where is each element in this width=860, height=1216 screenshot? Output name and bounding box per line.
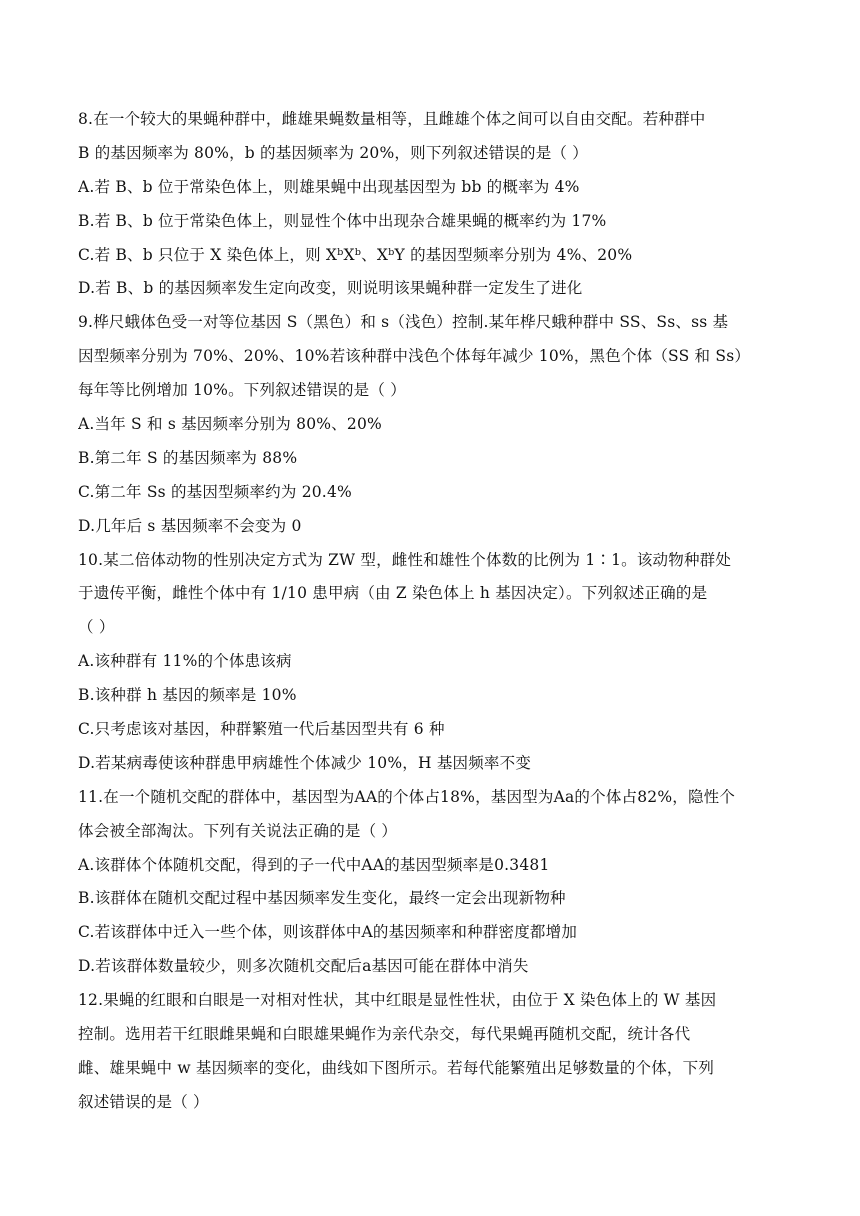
question-stem-line: 因型频率分别为 70%、20%、10%若该种群中浅色个体每年减少 10%，黑色个体（SS 和 Ss）	[78, 347, 751, 366]
question-stem-line: B 的基因频率为 80%，b 的基因频率为 20%，则下列叙述错误的是（ ）	[78, 143, 588, 162]
question-block	[78, 103, 783, 306]
answer-option: B.该种群 h 基因的频率是 10%	[78, 686, 297, 705]
answer-option: C.第二年 Ss 的基因型频率约为 20.4%	[78, 482, 352, 501]
question-stem-line: 雌、雄果蝇中 w 基因频率的变化，曲线如下图所示。若每代能繁殖出足够数量的个体，下列	[78, 1058, 715, 1077]
answer-option: B.第二年 S 的基因频率为 88%	[78, 448, 298, 467]
answer-option: C.只考虑该对基因，种群繁殖一代后基因型共有 6 种	[78, 720, 445, 739]
question-stem-line: 叙述错误的是（ ）	[78, 1092, 209, 1111]
answer-option: D.若某病毒使该种群患甲病雄性个体减少 10%，H 基因频率不变	[78, 753, 532, 772]
question-stem-line: 体会被全部淘汰。下列有关说法正确的是（ ）	[78, 821, 398, 840]
answer-option: C.若该群体中迁入一些个体，则该群体中A的基因频率和种群密度都增加	[78, 923, 578, 942]
question-stem-line: 每年等比例增加 10%。下列叙述错误的是（ ）	[78, 381, 406, 400]
question-stem-line: （ ）	[78, 618, 115, 637]
answer-option: B.该群体在随机交配过程中基因频率发生变化，最终一定会出现新物种	[78, 889, 566, 908]
question-stem-line: 8.在一个较大的果蝇种群中，雌雄果蝇数量相等，且雌雄个体之间可以自由交配。若种群中	[78, 110, 706, 128]
question-list	[78, 103, 783, 1120]
question-stem-line: 10.某二倍体动物的性别决定方式为 ZW 型，雌性和雄性个体数的比例为 1∶1。该动物种群处	[78, 550, 732, 569]
question-block	[78, 544, 783, 781]
answer-option: D.几年后 s 基因频率不会变为 0	[78, 516, 302, 535]
answer-option: B.若 B、b 位于常染色体上，则显性个体中出现杂合雄果蝇的概率约为 17%	[78, 211, 607, 230]
answer-option: C.若 B、b 只位于 X 染色体上，则 XᵇXᵇ、XᵇY 的基因型频率分别为 4%、20%	[78, 245, 633, 264]
question-block	[78, 306, 783, 543]
question-block	[78, 781, 783, 984]
answer-option: A.该群体个体随机交配，得到的子一代中AA的基因型频率是0.3481	[78, 855, 550, 874]
answer-option: A.该种群有 11%的个体患该病	[78, 652, 292, 671]
question-block	[78, 984, 783, 1120]
question-stem-line: 9.桦尺蛾体色受一对等位基因 S（黑色）和 s（浅色）控制.某年桦尺蛾种群中 SS、Ss、ss 基	[78, 313, 729, 332]
answer-option: A.当年 S 和 s 基因频率分别为 80%、20%	[78, 415, 382, 434]
answer-option: D.若该群体数量较少，则多次随机交配后a基因可能在群体中消失	[78, 957, 529, 976]
answer-option: D.若 B、b 的基因频率发生定向改变，则说明该果蝇种群一定发生了进化	[78, 279, 583, 298]
question-stem-line: 11.在一个随机交配的群体中，基因型为AA的个体占18%，基因型为Aa的个体占82%，隐性个	[78, 787, 736, 806]
question-stem-line: 控制。选用若干红眼雌果蝇和白眼雄果蝇作为亲代杂交，每代果蝇再随机交配，统计各代	[78, 1025, 691, 1044]
question-stem-line: 12.果蝇的红眼和白眼是一对相对性状，其中红眼是显性性状，由位于 X 染色体上的 W 基因	[78, 991, 717, 1010]
question-stem-line: 于遗传平衡，雌性个体中有 1/10 患甲病（由 Z 染色体上 h 基因决定）。下列叙述正确的是	[78, 584, 708, 603]
answer-option: A.若 B、b 位于常染色体上，则雄果蝇中出现基因型为 bb 的概率为 4%	[78, 177, 580, 196]
